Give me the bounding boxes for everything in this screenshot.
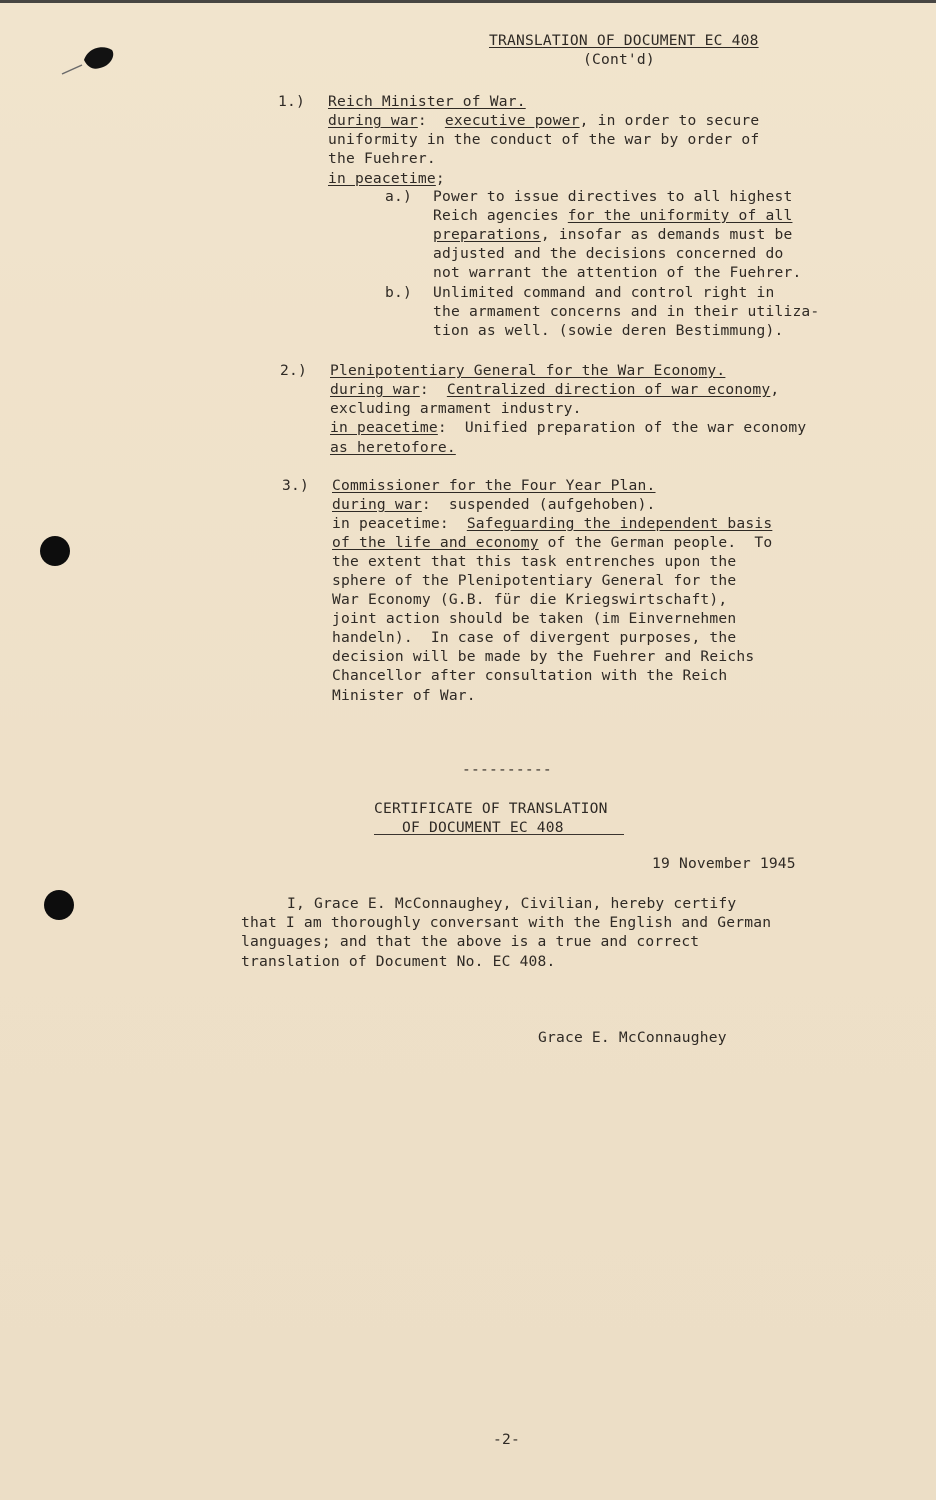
ink-blot-icon — [60, 40, 120, 80]
certificate-text: I, Grace E. McConnaughey, Civilian, hereby certify — [287, 895, 737, 912]
page-number: -2- — [493, 1431, 520, 1448]
sub-item-label: a.) — [385, 188, 412, 205]
during-war-line: during war: Centralized direction of war economy, — [330, 381, 780, 398]
item-number: 3.) — [282, 477, 309, 494]
text-line: not warrant the attention of the Fuehrer. — [433, 264, 802, 281]
text-line: Unlimited command and control right in — [433, 284, 775, 301]
item-title: Commissioner for the Four Year Plan. — [332, 477, 656, 494]
punch-hole — [40, 536, 70, 566]
peacetime-line: in peacetime: Unified preparation of the war economy — [330, 419, 807, 436]
signature: Grace E. McConnaughey — [538, 1029, 727, 1046]
text-line: joint action should be taken (im Einvernehmen — [332, 610, 737, 627]
text-line: uniformity in the conduct of the war by order of — [328, 131, 760, 148]
top-edge-line — [0, 0, 936, 3]
during-war-line: during war: suspended (aufgehoben). — [332, 496, 656, 513]
text-line: War Economy (G.B. für die Kriegswirtschaft), — [332, 591, 728, 608]
text-line: sphere of the Plenipotentiary General for the — [332, 572, 737, 589]
separator-dashes: ---------- — [462, 761, 552, 778]
text-line: handeln). In case of divergent purposes, the — [332, 629, 737, 646]
item-number: 1.) — [278, 93, 305, 110]
document-title: TRANSLATION OF DOCUMENT EC 408 — [489, 32, 759, 49]
text-line: adjusted and the decisions concerned do — [433, 245, 784, 262]
text-line: the armament concerns and in their utiliza- — [433, 303, 820, 320]
text-line: Reich agencies for the uniformity of all — [433, 207, 793, 224]
text-line: Chancellor after consultation with the Reich — [332, 667, 728, 684]
title-underline — [374, 834, 624, 835]
certificate-text: that I am thoroughly conversant with the English and German — [241, 914, 772, 931]
text-line: decision will be made by the Fuehrer and Reichs — [332, 648, 755, 665]
during-war-line: during war: executive power, in order to secure — [328, 112, 760, 129]
peacetime-label: in peacetime; — [328, 170, 445, 187]
continued-label: (Cont'd) — [583, 51, 655, 68]
certificate-subtitle: OF DOCUMENT EC 408 — [402, 819, 564, 836]
text-line: excluding armament industry. — [330, 400, 582, 417]
certificate-title: CERTIFICATE OF TRANSLATION — [374, 800, 608, 817]
item-title: Reich Minister of War. — [328, 93, 526, 110]
text-line: Power to issue directives to all highest — [433, 188, 793, 205]
text-line: the Fuehrer. — [328, 150, 436, 167]
item-title: Plenipotentiary General for the War Economy. — [330, 362, 726, 379]
text-line: tion as well. (sowie deren Bestimmung). — [433, 322, 784, 339]
peacetime-line: in peacetime: Safeguarding the independent basis — [332, 515, 773, 532]
item-number: 2.) — [280, 362, 307, 379]
text-line: Minister of War. — [332, 687, 476, 704]
text-line: as heretofore. — [330, 439, 456, 456]
certificate-text: translation of Document No. EC 408. — [241, 953, 556, 970]
text-line: of the life and economy of the German people. To — [332, 534, 773, 551]
sub-item-label: b.) — [385, 284, 412, 301]
punch-hole — [44, 890, 74, 920]
text-line: preparations, insofar as demands must be — [433, 226, 793, 243]
certificate-date: 19 November 1945 — [652, 855, 796, 872]
certificate-text: languages; and that the above is a true and correct — [241, 933, 700, 950]
text-line: the extent that this task entrenches upon the — [332, 553, 737, 570]
